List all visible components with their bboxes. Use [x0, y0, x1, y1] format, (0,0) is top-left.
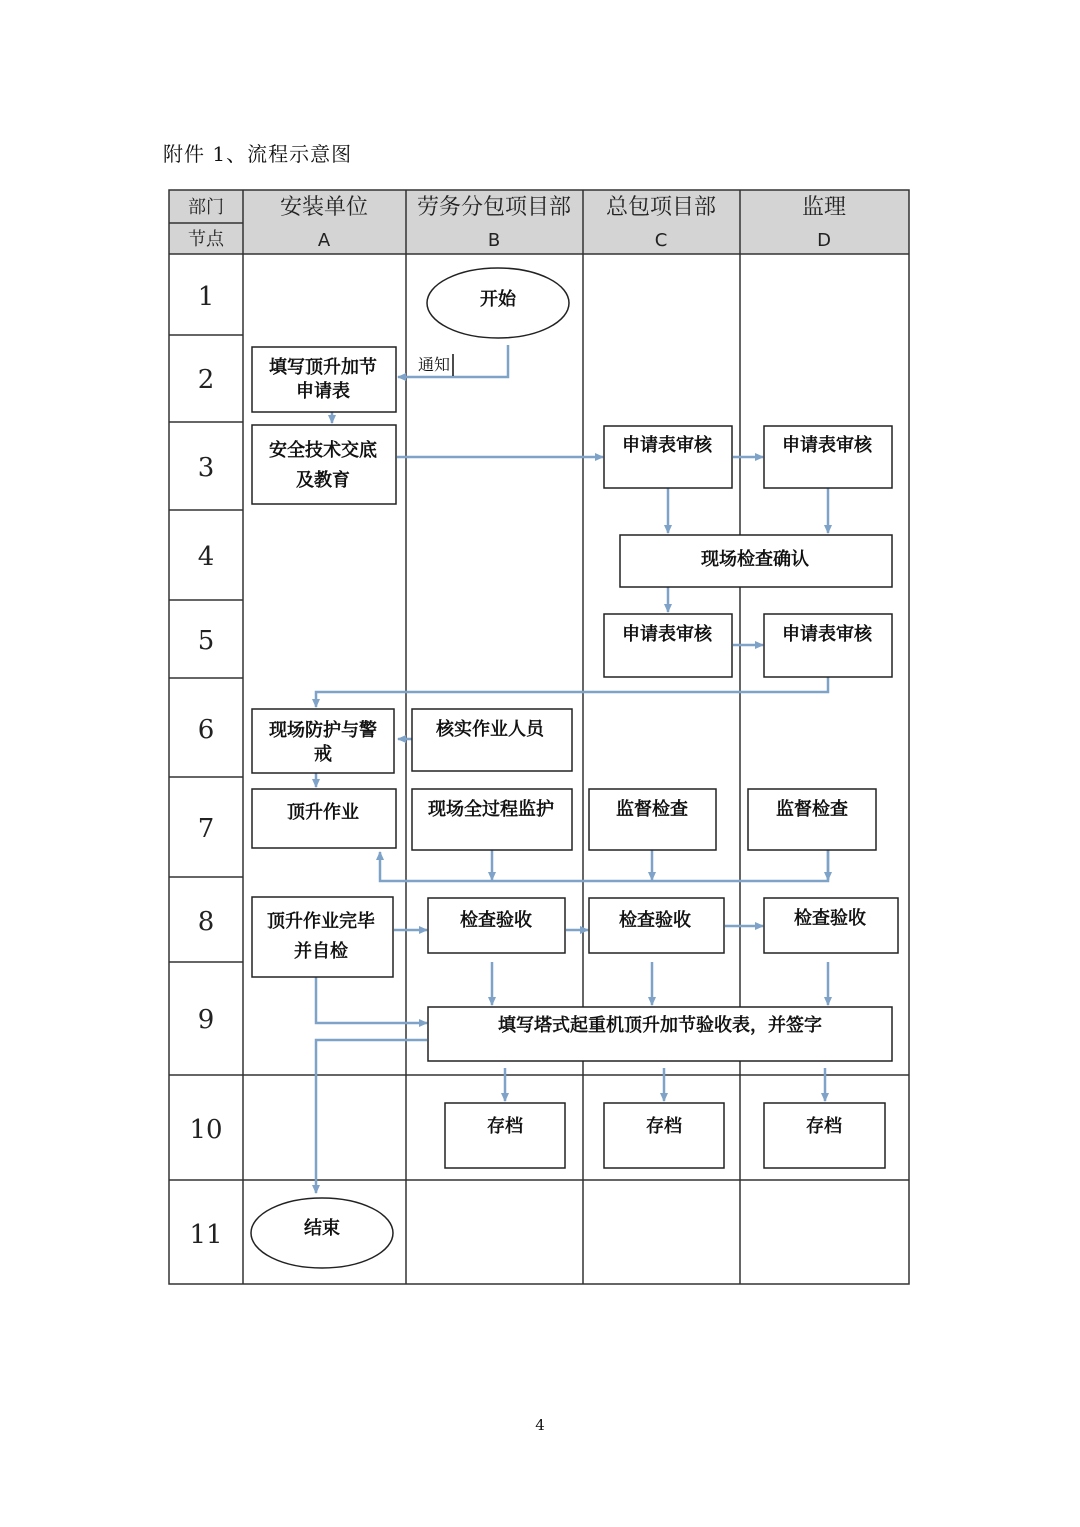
column-header-a: 安装单位 [279, 195, 369, 220]
site-guard-label-2: 戒 [314, 744, 332, 765]
safety-brief-box [252, 425, 396, 504]
column-code-d: D [817, 230, 831, 251]
row-number: 3 [197, 453, 215, 483]
row-number: 11 [189, 1220, 223, 1250]
accept-c-label: 检查验收 [619, 910, 691, 931]
notify-label: 通知 [418, 355, 451, 374]
header-dept-label: 部门 [188, 197, 224, 218]
arrow-bus-to-jacking [380, 850, 828, 881]
fill-form-label-1: 填写顶升加节 [269, 357, 377, 378]
header-node-label: 节点 [188, 229, 224, 250]
verify-staff-label: 核实作业人员 [436, 719, 544, 740]
self-check-box [252, 897, 393, 977]
column-code-c: C [654, 230, 668, 251]
end-label: 结束 [304, 1218, 340, 1239]
row-number: 4 [197, 542, 215, 572]
safety-brief-label-1: 安全技术交底 [269, 440, 377, 461]
row-number: 8 [197, 907, 215, 937]
arrow-review-to-guard [316, 677, 828, 707]
column-header-d: 监理 [801, 195, 847, 220]
fill-form-label-2: 申请表 [296, 381, 350, 402]
monitor-label: 现场全过程监护 [428, 799, 554, 820]
row-number: 9 [197, 1005, 215, 1035]
review-d3-label: 申请表审核 [782, 435, 872, 456]
supervise-c-label: 监督检查 [616, 799, 688, 820]
site-check-label: 现场检查确认 [701, 549, 809, 570]
self-check-label-1: 顶升作业完毕 [267, 911, 375, 932]
row-number: 2 [197, 365, 215, 395]
arrow-selfcheck-to-fill [316, 977, 427, 1023]
row-number: 6 [197, 715, 215, 745]
column-header-b: 劳务分包项目部 [416, 195, 572, 220]
column-header-c: 总包项目部 [605, 195, 717, 220]
archive-d-label: 存档 [806, 1116, 842, 1137]
start-label: 开始 [480, 289, 516, 310]
review-c3-label: 申请表审核 [622, 435, 712, 456]
jacking-label: 顶升作业 [287, 802, 359, 823]
self-check-label-2: 并自检 [294, 941, 348, 962]
row-number: 1 [197, 282, 215, 312]
archive-b-label: 存档 [487, 1116, 523, 1137]
site-guard-label-1: 现场防护与警 [269, 720, 377, 741]
column-code-a: A [317, 230, 331, 251]
figure-caption: 附件 1、流程示意图 [163, 142, 353, 166]
archive-c-label: 存档 [646, 1116, 682, 1137]
supervise-d-label: 监督检查 [776, 799, 848, 820]
arrow-fill-to-end [316, 1040, 427, 1193]
row-number: 7 [197, 814, 215, 844]
column-code-b: B [487, 230, 501, 251]
accept-d-label: 检查验收 [794, 908, 866, 929]
review-c5-label: 申请表审核 [622, 624, 712, 645]
row-number: 10 [189, 1115, 223, 1145]
review-d5-label: 申请表审核 [782, 624, 872, 645]
page-number: 4 [535, 1416, 545, 1434]
fill-acceptance-label: 填写塔式起重机顶升加节验收表，并签字 [498, 1015, 822, 1036]
accept-b-label: 检查验收 [460, 910, 532, 931]
safety-brief-label-2: 及教育 [296, 470, 350, 491]
row-number: 5 [197, 626, 215, 656]
